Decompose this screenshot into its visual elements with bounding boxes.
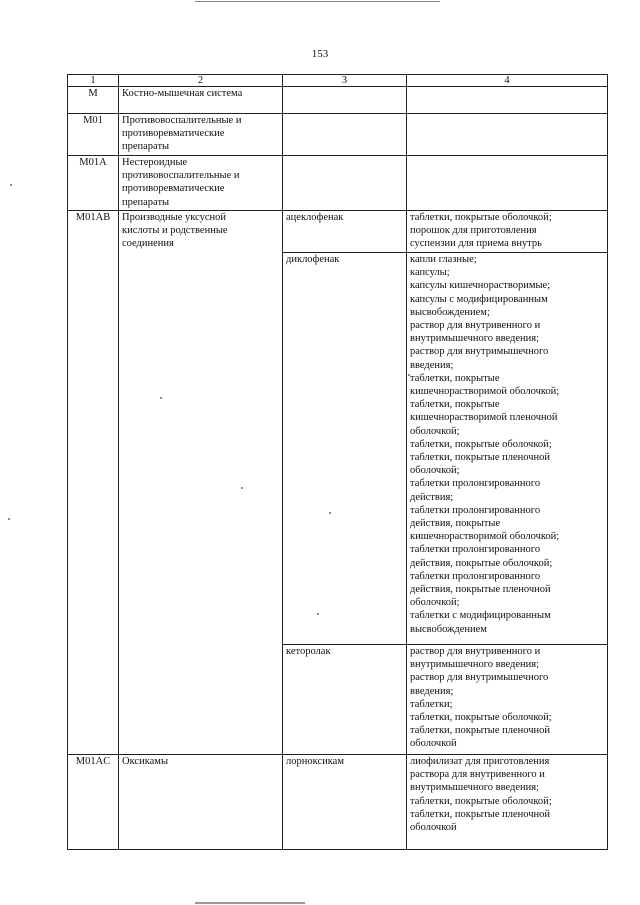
scan-speck (8, 518, 10, 520)
dosage-forms (407, 87, 608, 114)
header-col-4: 4 (407, 75, 608, 87)
group-name: Противовоспалительные и противоревматические препараты (119, 114, 283, 156)
page-number: 153 (311, 48, 329, 60)
drug-name: ацеклофенак (283, 211, 407, 253)
scan-speck (160, 397, 162, 399)
scan-speck (408, 374, 410, 376)
scan-edge-top (195, 1, 440, 2)
group-name: Костно-мышечная система (119, 87, 283, 114)
drug-name: кеторолак (283, 645, 407, 755)
header-col-2: 2 (119, 75, 283, 87)
dosage-forms (407, 156, 608, 211)
table-row (68, 114, 608, 156)
table-row (68, 87, 608, 114)
scan-speck (10, 184, 12, 186)
dosage-forms: таблетки, покрытые оболочкой; порошок для приготовления суспензии для приема внутрь (407, 211, 608, 253)
dosage-forms: лиофилизат для приготовления раствора для внутривенного и внутримышечного введения; таблетки, покрытые оболочкой; таблетки, покрытые пленочной оболочкой (407, 755, 608, 850)
table-row (68, 156, 608, 211)
drug-name (283, 87, 407, 114)
header-col-1: 1 (68, 75, 119, 87)
scan-speck (329, 512, 331, 514)
atc-code: M01AB (68, 211, 119, 755)
header-col-3: 3 (283, 75, 407, 87)
drug-name: диклофенак (283, 253, 407, 645)
table-row (68, 755, 608, 850)
atc-code: M (68, 87, 119, 114)
drug-name (283, 114, 407, 156)
dosage-forms (407, 114, 608, 156)
drug-name: лорноксикам (283, 755, 407, 850)
scan-speck (241, 487, 243, 489)
group-name: Производные уксусной кислоты и родственные соединения (119, 211, 283, 755)
table-row (68, 211, 608, 253)
dosage-forms: капли глазные; капсулы; капсулы кишечнорастворимые; капсулы с модифицированным высвобождением; раствор для внутривенного и внутримышечного введения; раствор для внутримышечного введения; таблетки, покрытые кишечнорастворимой оболочкой; таблетки, покрытые кишечнорастворимой пленочной оболочкой; таблетки, покрытые оболочкой; таблетки, покрытые пленочной оболочкой; таблетки пролонгированного действия; таблетки пролонгированного действия, покрытые кишечнорастворимой оболочкой; таблетки пролонгированного действия, покрытые оболочкой; таблетки пролонгированного действия, покрытые пленочной оболочкой; таблетки с модифицированным высвобождением (407, 253, 608, 645)
scan-edge-bottom (195, 902, 305, 904)
drug-name (283, 156, 407, 211)
group-name: Оксикамы (119, 755, 283, 850)
scan-speck (317, 613, 319, 615)
atc-code: M01A (68, 156, 119, 211)
group-name: Нестероидные противовоспалительные и противоревматические препараты (119, 156, 283, 211)
atc-code: M01AC (68, 755, 119, 850)
table-header-row (68, 75, 608, 87)
atc-code: M01 (68, 114, 119, 156)
drug-table (67, 74, 608, 850)
dosage-forms: раствор для внутривенного и внутримышечного введения; раствор для внутримышечного введения; таблетки; таблетки, покрытые оболочкой; таблетки, покрытые пленочной оболочкой (407, 645, 608, 755)
